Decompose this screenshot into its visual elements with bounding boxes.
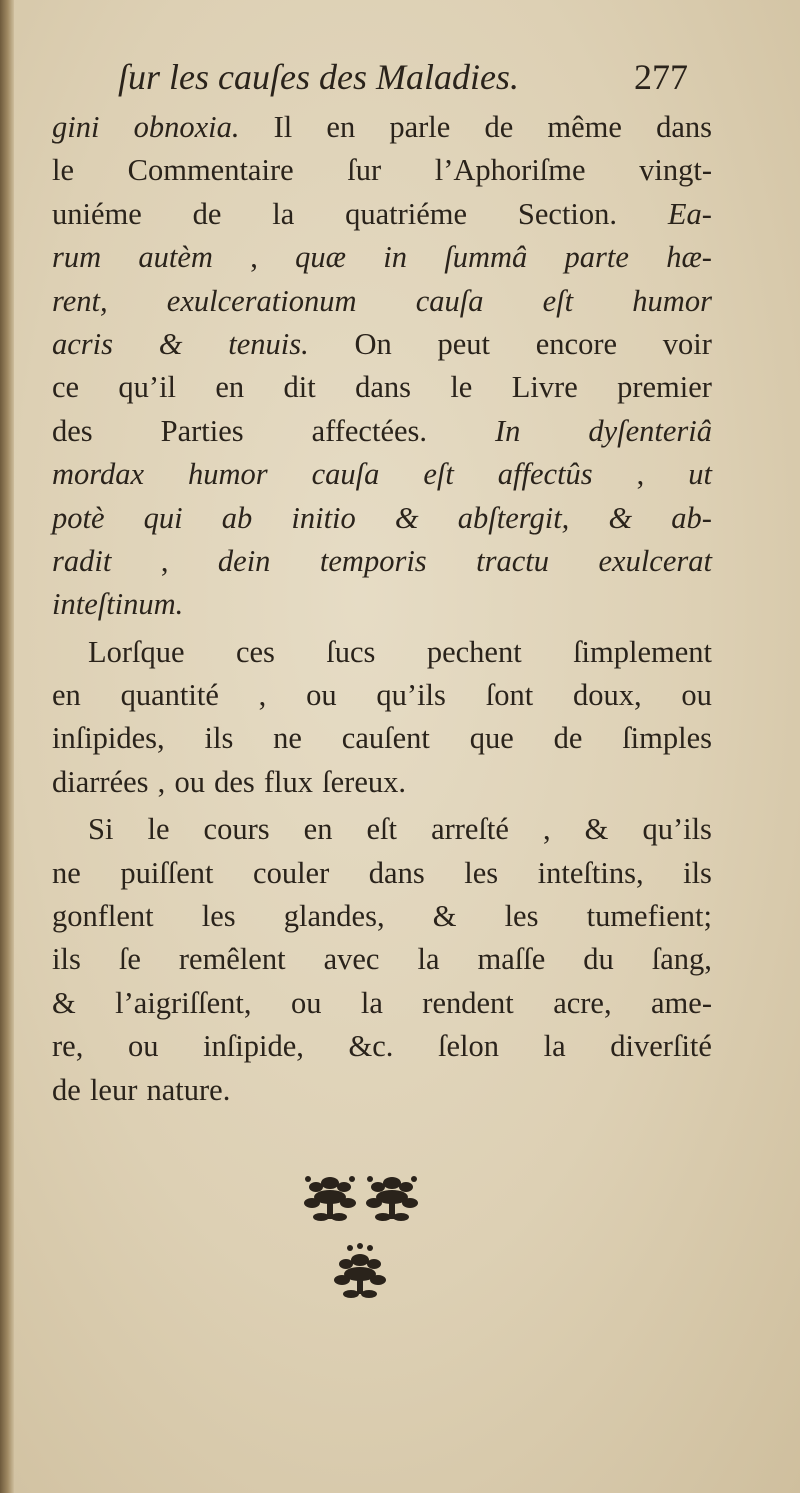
word: cours: [203, 812, 270, 847]
text-line: [52, 193, 712, 236]
word: ut: [688, 457, 712, 492]
word: rent,: [52, 283, 108, 318]
word: parle: [389, 110, 451, 144]
text-line: [52, 323, 712, 366]
word: inteſtinum.: [52, 587, 184, 622]
word: tenuis.: [228, 326, 309, 361]
word: acris: [52, 326, 113, 361]
text-line: [52, 583, 712, 626]
word: peut: [437, 326, 491, 361]
word: premier: [617, 370, 712, 405]
word: &c.: [348, 1029, 394, 1064]
word: ou: [290, 985, 322, 1020]
word: Livre: [511, 370, 578, 405]
word: gini: [52, 110, 100, 144]
word: Ea-: [667, 196, 712, 231]
word: diarrées: [52, 764, 149, 799]
text-line: [52, 410, 712, 453]
fleuron-right: [366, 1176, 418, 1221]
word: ſereux.: [322, 764, 407, 799]
word: rum: [52, 240, 102, 275]
word: humor: [632, 283, 712, 318]
word: en: [326, 110, 356, 144]
text-line: [52, 1025, 712, 1068]
word: l’Aphoriſme: [434, 153, 586, 188]
text-line: [52, 717, 712, 760]
word: ce: [52, 370, 80, 405]
word: flux: [263, 764, 314, 799]
word: ab: [221, 500, 253, 535]
word: quatriéme: [345, 196, 468, 231]
word: ils: [52, 942, 81, 977]
word: le: [450, 370, 473, 405]
word: dans: [368, 855, 425, 890]
text-line: [52, 497, 712, 540]
word: cauſent: [341, 721, 430, 756]
word: en: [303, 812, 333, 847]
word: glandes,: [283, 899, 385, 934]
word: ou: [306, 678, 337, 713]
word: affectées.: [311, 413, 428, 448]
word: inteſtins,: [537, 855, 644, 890]
page-number: 277: [634, 57, 688, 97]
word: couler: [253, 855, 330, 890]
word: ces: [235, 634, 275, 669]
word: ,: [160, 543, 169, 578]
word: gonflent: [52, 899, 154, 934]
word: exulcerat: [598, 543, 712, 578]
word: des: [214, 764, 255, 799]
word: abſtergit,: [457, 500, 570, 535]
word: ou: [174, 764, 205, 799]
word: &: [432, 899, 457, 934]
word: ſucs: [326, 634, 376, 669]
word: ,: [157, 764, 166, 799]
word: des: [52, 413, 93, 448]
word: Section.: [517, 196, 618, 231]
word: uniéme: [52, 196, 142, 231]
text-line: [52, 280, 712, 323]
body-text: [52, 106, 712, 1112]
word: Il: [273, 110, 293, 144]
word: tractu: [476, 543, 550, 578]
word: ſont: [485, 678, 534, 713]
word: remêlent: [178, 942, 286, 977]
word: &: [52, 985, 76, 1020]
word: ab-: [671, 500, 712, 535]
word: pechent: [426, 634, 522, 669]
word: les: [201, 899, 236, 934]
text-line: [52, 674, 712, 717]
word: re,: [52, 1029, 84, 1064]
word: la: [417, 942, 440, 977]
word: le: [52, 153, 75, 188]
word: &: [158, 326, 183, 361]
word: l’aigriſſent,: [115, 985, 252, 1020]
word: dans: [656, 110, 712, 144]
word: ſimplement: [573, 634, 712, 669]
word: le: [147, 812, 170, 847]
word: Si: [88, 812, 114, 847]
word: dyſenteriâ: [588, 413, 712, 448]
word: même: [547, 110, 622, 144]
word: initio: [291, 500, 356, 535]
word: ne: [273, 721, 302, 756]
word: ne: [52, 855, 81, 890]
word: ,: [542, 812, 551, 847]
word: Commentaire: [127, 153, 294, 188]
word: la: [543, 1029, 566, 1064]
word: la: [272, 196, 295, 231]
word: ſelon: [438, 1029, 500, 1064]
text-line: [52, 366, 712, 409]
word: que: [469, 721, 514, 756]
word: autèm: [138, 240, 213, 275]
word: in: [383, 240, 407, 275]
word: qu’ils: [642, 812, 712, 847]
word: de: [553, 721, 583, 756]
text-line: [52, 808, 712, 851]
word: affectûs: [497, 457, 593, 492]
word: puiſſent: [120, 855, 214, 890]
text-line: [52, 1069, 712, 1112]
word: In: [494, 413, 521, 448]
word: ſang,: [651, 942, 712, 977]
fleuron-bottom: [334, 1243, 386, 1298]
word: maſſe: [477, 942, 546, 977]
word: arreſté: [431, 812, 509, 847]
word: cauſa: [415, 283, 484, 318]
word: quantité: [120, 678, 219, 713]
word: inſipides,: [52, 721, 165, 756]
word: eſt: [366, 812, 398, 847]
word: radit: [52, 543, 112, 578]
word: ſe: [118, 942, 141, 977]
text-line: [52, 631, 712, 674]
word: qu’ils: [376, 678, 446, 713]
running-title: ſur les cauſes des Maladies.: [118, 57, 519, 97]
word: acre,: [553, 985, 612, 1020]
text-line: [52, 938, 712, 981]
text-line: [52, 236, 712, 279]
word: cauſa: [311, 457, 380, 492]
word: la: [360, 985, 383, 1020]
word: les: [464, 855, 499, 890]
word: qu’il: [118, 370, 177, 405]
word: ou: [127, 1029, 159, 1064]
word: ils: [204, 721, 234, 756]
word: doux,: [572, 678, 642, 713]
word: Parties: [160, 413, 244, 448]
page-header: [118, 56, 688, 106]
word: de: [52, 1072, 81, 1107]
word: inſipide,: [203, 1029, 304, 1064]
word: vingt-: [639, 153, 712, 188]
word: de: [484, 110, 514, 144]
word: &: [608, 500, 633, 535]
word: leur: [89, 1072, 138, 1107]
text-line: [52, 852, 712, 895]
word: qui: [143, 500, 183, 535]
word: quæ: [295, 240, 346, 275]
page-gutter-shadow: [0, 0, 14, 1493]
word: dein: [217, 543, 271, 578]
word: en: [215, 370, 245, 405]
word: ſur: [347, 153, 382, 188]
fleuron-left: [304, 1176, 356, 1221]
word: nature.: [146, 1072, 231, 1107]
word: diverſité: [610, 1029, 712, 1064]
word: ils: [683, 855, 712, 890]
word: humor: [188, 457, 268, 492]
word: dit: [283, 370, 316, 405]
text-line: [52, 895, 712, 938]
word: eſt: [542, 283, 574, 318]
text-line: [52, 149, 712, 192]
word: ,: [258, 678, 267, 713]
text-line: [52, 453, 712, 496]
word: &: [394, 500, 419, 535]
word: encore: [535, 326, 618, 361]
word: ſimples: [622, 721, 712, 756]
word: ,: [636, 457, 645, 492]
word: mordax: [52, 457, 145, 492]
word: hæ-: [666, 240, 712, 275]
word: tumefient;: [586, 899, 712, 934]
word: &: [584, 812, 609, 847]
word: rendent: [422, 985, 514, 1020]
word: ,: [250, 240, 258, 275]
word: parte: [564, 240, 629, 275]
word: ame-: [651, 985, 712, 1020]
word: temporis: [319, 543, 427, 578]
word: les: [504, 899, 539, 934]
text-line: [52, 106, 712, 149]
word: On: [354, 326, 392, 361]
word: en: [52, 678, 81, 713]
word: exulcerationum: [166, 283, 357, 318]
fleuron-ornament-icon: [290, 1162, 430, 1312]
word: obnoxia.: [133, 110, 240, 144]
word: potè: [52, 500, 105, 535]
word: eſt: [423, 457, 454, 492]
word: du: [583, 942, 614, 977]
word: dans: [355, 370, 411, 405]
word: avec: [323, 942, 380, 977]
text-line: [52, 982, 712, 1025]
word: ſummâ: [444, 240, 528, 275]
word: Lorſque: [88, 634, 185, 669]
word: voir: [662, 326, 712, 361]
word: de: [192, 196, 222, 231]
text-line: [52, 761, 712, 804]
text-line: [52, 540, 712, 583]
word: ou: [681, 678, 712, 713]
